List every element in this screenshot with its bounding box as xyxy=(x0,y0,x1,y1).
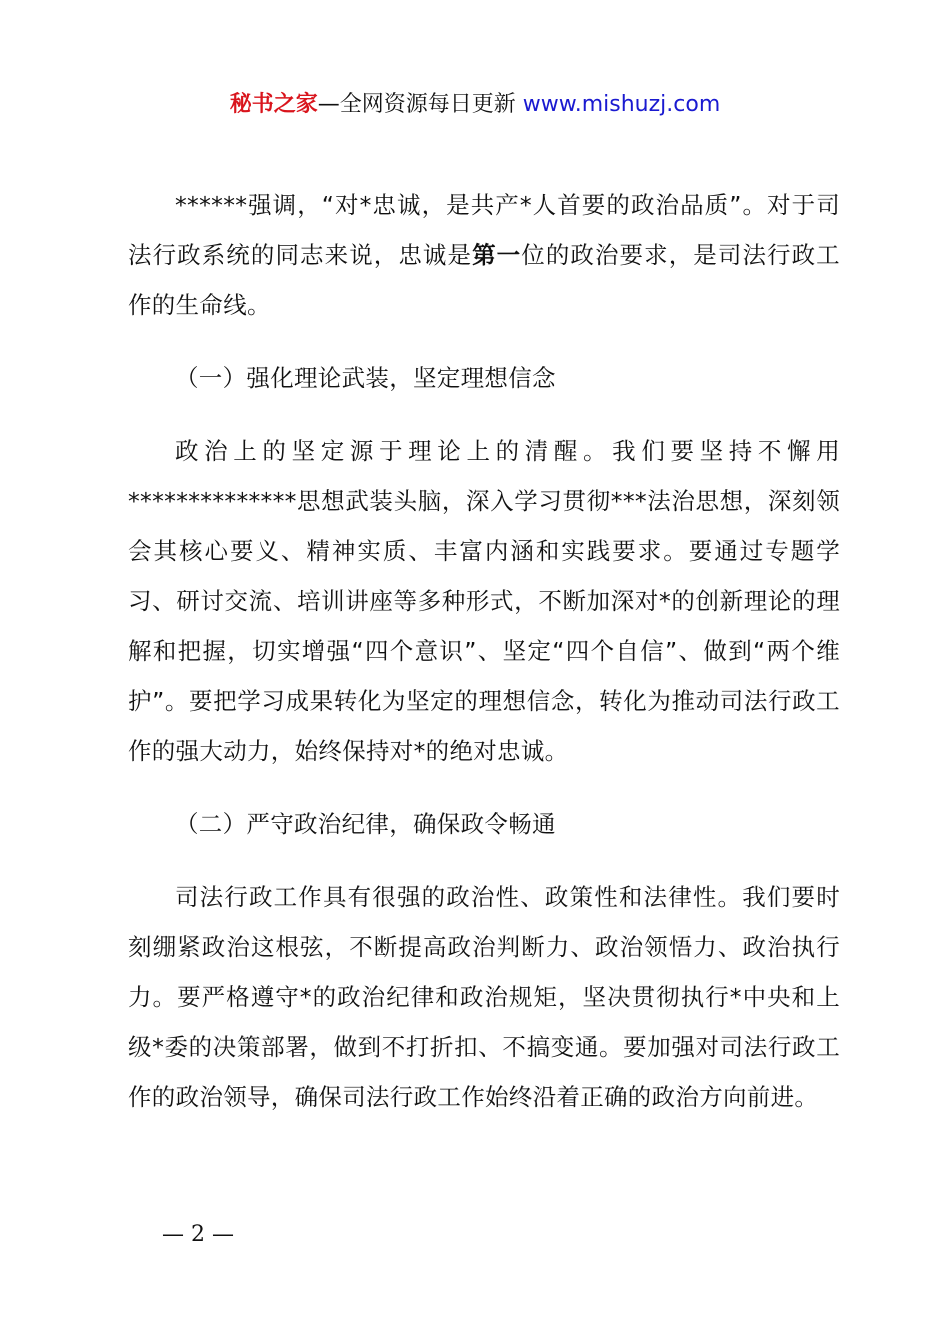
header-tagline: —全网资源每日更新 xyxy=(317,92,523,117)
section-heading-1: （一）强化理论武装，坚定理想信念 xyxy=(175,364,556,392)
page-number: — 2 — xyxy=(162,1222,234,1247)
brand-name: 秘书之家 xyxy=(229,92,318,117)
intro-text-part1: ******强调，“对*忠诚，是共产*人首要的政治品质”。对于司法行政系统的同志来说，忠诚是 xyxy=(128,191,840,269)
document-body xyxy=(128,180,840,1145)
intro-paragraph xyxy=(128,180,840,330)
document-header xyxy=(0,88,950,122)
section-1-paragraph: 政治上的坚定源于理论上的清醒。我们要坚持不懈用**************思想武装头脑，深入学习贯彻***法治思想，深刻领会其核心要义、精神实质、丰富内涵和实践要求。要通过专题学习、研讨交流、培训讲座等多种形式，不断加深对*的创新理论的理解和把握，切实增强“四个意识”、坚定“四个自信”、做到“两个维护”。要把学习成果转化为坚定的理想信念，转化为推动司法行政工作的强大动力，始终保持对*的绝对忠诚。 xyxy=(128,437,840,765)
intro-bold-text: 第一 xyxy=(472,241,522,269)
intro-text-part2: 位的政治要求，是司法行政工作的生命线。 xyxy=(128,241,840,319)
section-heading-2: （二）严守政治纪律，确保政令畅通 xyxy=(175,810,556,838)
section-2-paragraph: 司法行政工作具有很强的政治性、政策性和法律性。我们要时刻绷紧政治这根弦，不断提高政治判断力、政治领悟力、政治执行力。要严格遵守*的政治纪律和政治规矩，坚决贯彻执行*中央和上级*委的决策部署，做到不打折扣、不搞变通。要加强对司法行政工作的政治领导，确保司法行政工作始终沿着正确的政治方向前进。 xyxy=(128,883,840,1111)
header-url-link[interactable]: www.mishuzj.com xyxy=(522,92,721,117)
